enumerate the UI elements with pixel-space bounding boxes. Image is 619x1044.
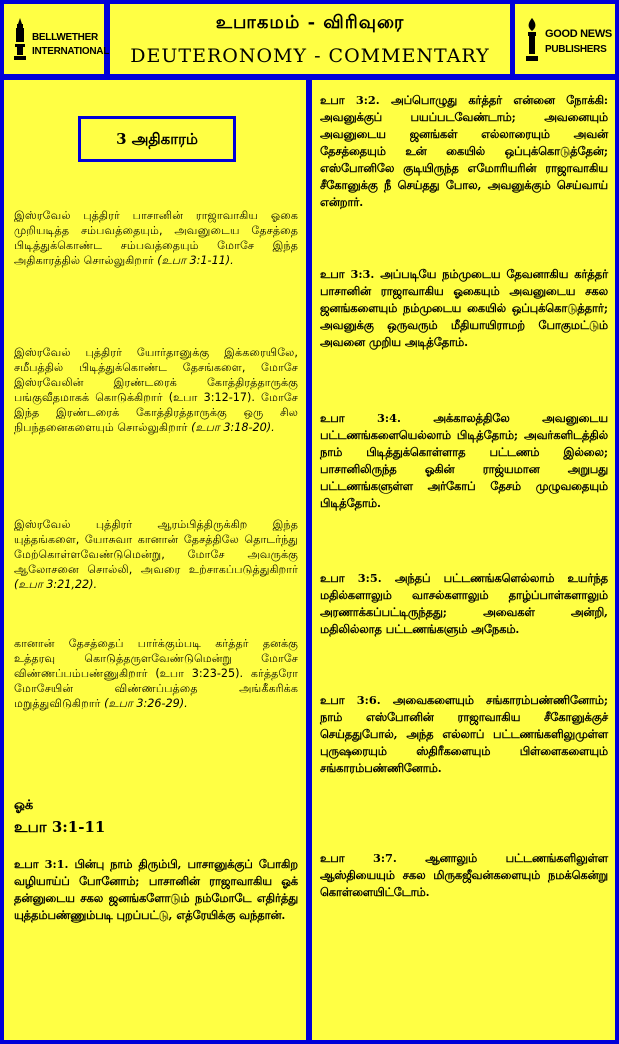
verse-3-7: உபா 3:7. ஆனாலும் பட்டணங்களிலுள்ள ஆஸ்தியையும் சகல மிருகஜீவன்களையும் நமக்கென்று கொள்ளையிட்டோம். xyxy=(320,851,608,899)
intro-paragraph-4 xyxy=(14,636,298,711)
intro-ref: (உபா 3:1-11). xyxy=(157,254,234,267)
logo-right-line2: PUBLISHERS xyxy=(545,44,607,55)
intro-text: இஸ்ரவேல் புத்திரர் பாசானின் ராஜாவாகிய ஓகை முறியடித்த சம்பவத்தையும், அவனுடைய தேசத்தை பிடித்துக்கொண்ட சம்பவத்தையும் மோசே இந்த அதிகாரத்தில் சொல்லுகிறார் xyxy=(14,209,298,267)
title-panel xyxy=(110,4,510,74)
torch-icon xyxy=(523,18,541,64)
right-column xyxy=(312,80,615,1040)
logo-left-line1: BELLWETHER xyxy=(32,32,98,43)
intro-text: இஸ்ரவேல் புத்திரர் ஆரம்பித்திருக்கிற இந்த யுத்தங்களை, யோசுவா கானான் தேசத்திலே தொடர்ந்து மேற்கொள்ளவேண்டுமென்று, மோசே அவருக்கு ஆலோசனை சொல்லி, அவரை உற்சாகப்படுத்துகிறார் xyxy=(14,518,298,576)
verse-3-4: உபா 3:4. அக்காலத்திலே அவனுடைய பட்டணங்களையெல்லாம் பிடித்தோம்; அவர்களிடத்தில் நாம் பிடித்துக்கொள்ளாத பட்டணம் இல்லை; பாசானிலிருந்த ஓகின் ராஜ்யமான அறுபது பட்டணங்களுள்ள அர்கோப் தேசம் முழுவதையும் பிடித்தோம். xyxy=(320,411,608,510)
intro-ref: (உபா 3:18-20). xyxy=(191,421,275,434)
section-name: ஓக் xyxy=(14,798,34,813)
goodnews-logo-panel xyxy=(515,4,615,74)
verse-3-2: உபா 3:2. அப்பொழுது கர்த்தர் என்னை நோக்கி: அவனுக்குப் பயப்படவேண்டாம்; அவனையும் அவனுடைய ஜனங்கள் எல்லாரையும் அவன் தேசத்தையும் உன் கையில் ஒப்புக்கொடுத்தேன்; எஸ்போனிலே குடியிருந்த எமோரியரின் ராஜாவாகிய சீகோனுக்கு நீ செய்தது போல, அவனுக்கும் செய்வாய் என்றார். xyxy=(320,93,608,209)
title-tamil: உபாகமம் - விரிவுரை xyxy=(215,12,405,33)
logo-right-line1: GOOD NEWS xyxy=(545,28,612,40)
goodnews-logo xyxy=(523,16,613,66)
verse-3-3: உபா 3:3. அப்படியே நம்முடைய தேவனாகிய கர்த்தர் பாசானின் ராஜாவாகிய ஓகையும் அவனுடைய சகல ஜனங்களையும் நம்முடைய கையில் ஒப்புக்கொடுத்தார்; அவனுக்கு ஒருவரும் மீதியாயிராமற் போகுமட்டும் அவனை முறிய அடித்தோம். xyxy=(320,267,608,349)
intro-text: இஸ்ரவேல் புத்திரர் யோர்தானுக்கு இக்கரையிலே, சமீபத்தில் பிடித்துக்கொண்ட தேசங்களை, மோசே இஸ்ரவேலின் இரண்டரைக் கோத்திரத்தாருக்கு பங்குவீதமாகக் கொடுக்கிறார் (உபா 3:12-17). மோசே இந்த இரண்டரைக் கோத்திரத்தாருக்கு ஒரு சில நிபந்தனைகளையும் சொல்லுகிறார் xyxy=(14,346,298,434)
intro-ref: (உபா 3:26-29). xyxy=(104,697,188,710)
lamp-icon xyxy=(12,18,28,62)
intro-paragraph-1 xyxy=(14,208,298,268)
verse-3-1: உபா 3:1. பின்பு நாம் திரும்பி, பாசானுக்குப் போகிற வழியாய்ப் போனோம்; பாசானின் ராஜாவாகிய ஓக் தன்னுடைய சகல ஜனங்களோடும் நம்மோடே எதிர்த்து யுத்தம்பண்ணும்படி புறப்பட்டு, எத்ரேயிக்கு வந்தான். xyxy=(14,857,298,922)
title-english: DEUTERONOMY - COMMENTARY xyxy=(130,45,490,67)
intro-ref: (உபா 3:21,22). xyxy=(14,578,98,591)
logo-left-line2: INTERNATIONAL xyxy=(32,46,110,57)
bellwether-logo-panel xyxy=(4,4,110,74)
intro-text: கானான் தேசத்தைப் பார்க்கும்படி கர்த்தர் தனக்கு உத்தரவு கொடுத்தருளவேண்டுமென்று மோசே விண்ணப்பம்பண்ணுகிறார் (உபா 3:23-25). கர்த்தரோ மோசேயின் விண்ணப்பத்தை அங்கீகரிக்க மறுத்துவிடுகிறார் xyxy=(14,637,298,710)
intro-paragraph-3 xyxy=(14,517,298,592)
verse-3-5: உபா 3:5. அந்தப் பட்டணங்களெல்லாம் உயர்ந்த மதில்களாலும் வாசல்களாலும் தாழ்ப்பாள்களாலும் அரணாக்கப்பட்டிருந்தது; அவைகள் அன்றி, மதிலில்லாத பட்டணங்களும் அநேகம். xyxy=(320,571,608,636)
intro-paragraph-2 xyxy=(14,345,298,435)
verse-3-6: உபா 3:6. அவைகளையும் சங்காரம்பண்ணினோம்; நாம் எஸ்போனின் ராஜாவாகிய சீகோனுக்குச் செய்ததுபோல், அந்த எல்லாப் பட்டணங்களிலுமுள்ள புருஷரையும் ஸ்திரீகளையும் பிள்ளைகளையும் சங்காரம்பண்ணினோம். xyxy=(320,693,608,775)
bellwether-logo xyxy=(12,16,110,66)
section-ref: உபா 3:1-11 xyxy=(14,818,106,836)
chapter-heading: 3 அதிகாரம் xyxy=(78,116,236,162)
left-column xyxy=(4,80,306,1040)
